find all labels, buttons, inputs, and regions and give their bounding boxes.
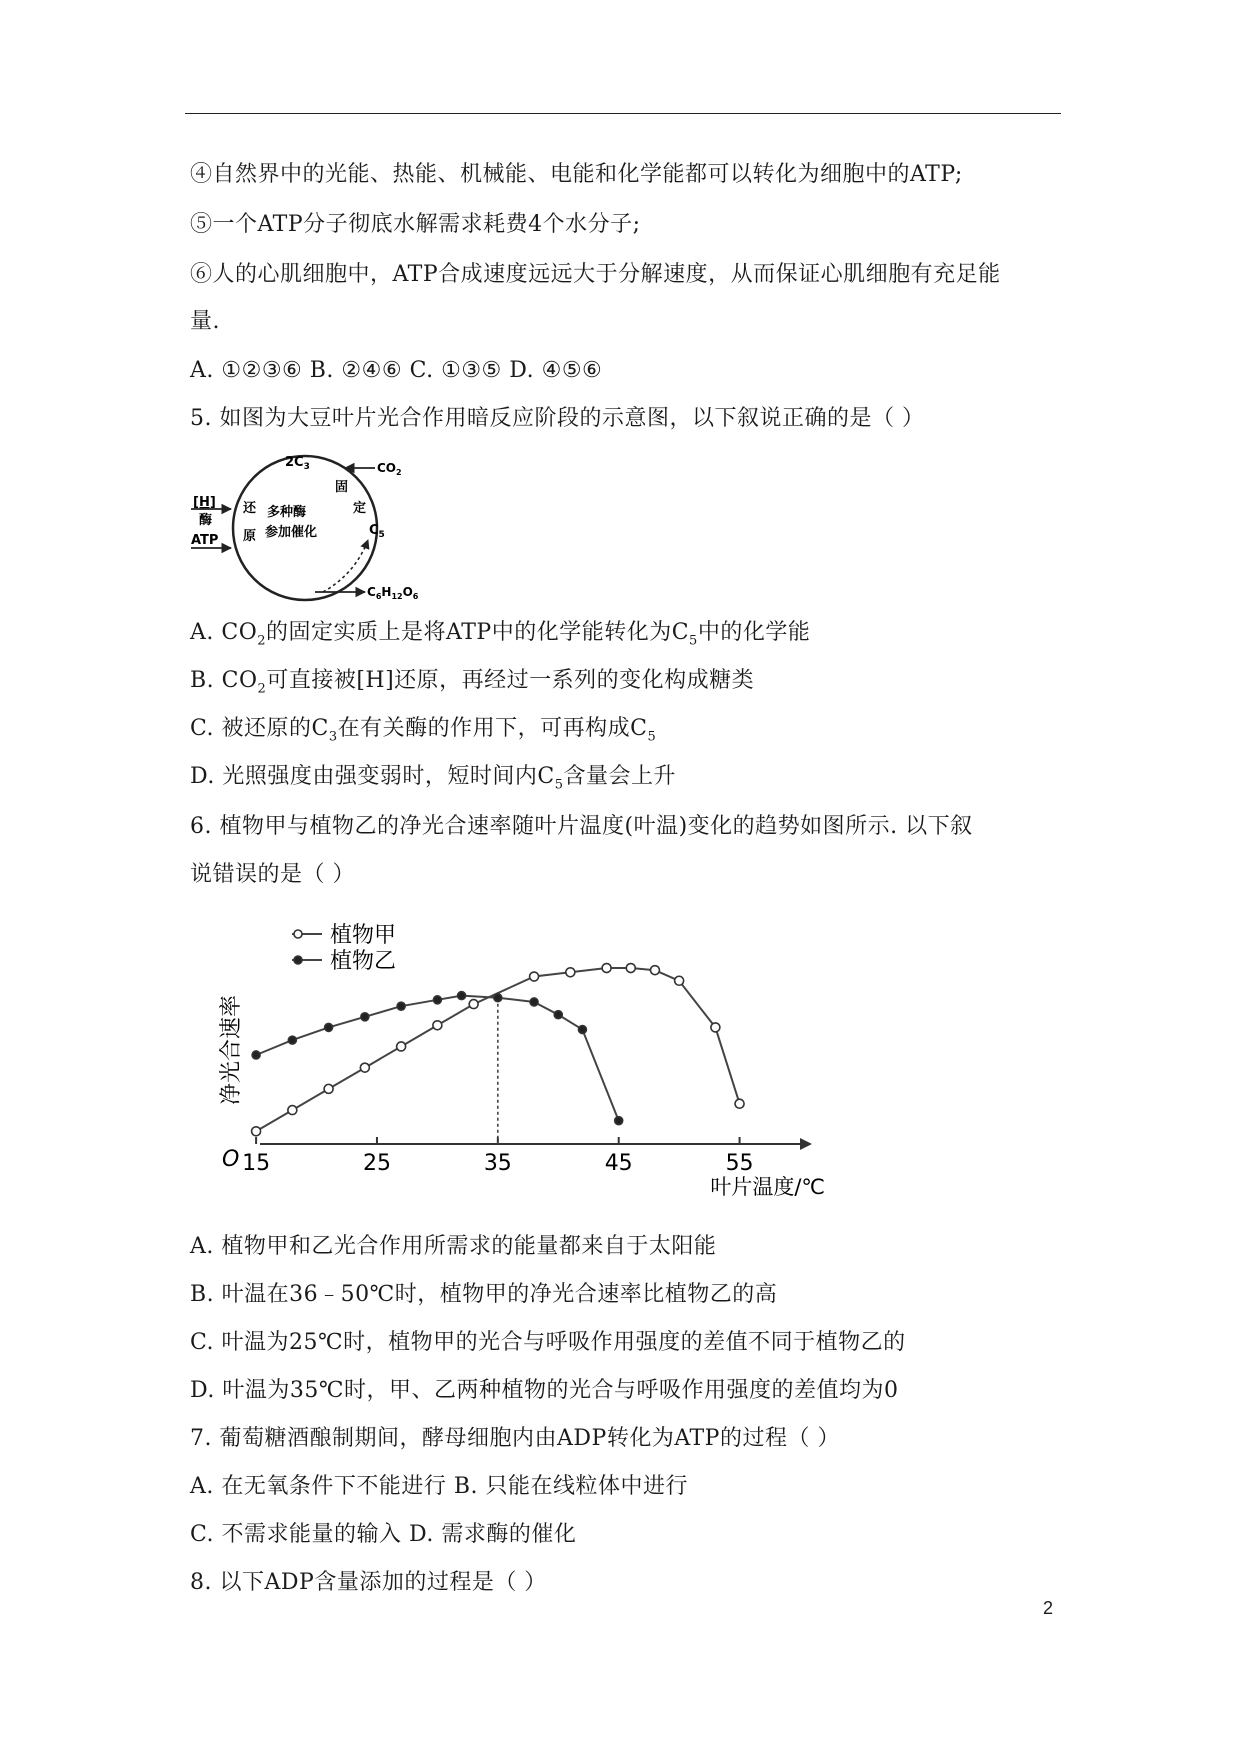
legend-label: 植物甲 bbox=[330, 923, 397, 948]
data-point-series-1 bbox=[360, 1063, 369, 1072]
statement-6-cont: 量. bbox=[190, 309, 220, 334]
q7-options-ab: A. 在无氧条件下不能进行 B. 只能在线粒体中进行 bbox=[190, 1474, 689, 1499]
q6-option-b: B. 叶温在36﹣50℃时，植物甲的净光合速率比植物乙的高 bbox=[190, 1282, 778, 1307]
data-point-series-2 bbox=[361, 1013, 369, 1021]
data-point-series-1 bbox=[735, 1099, 744, 1108]
data-point-series-2 bbox=[578, 1026, 586, 1034]
q6-option-d: D. 叶温为35℃时，甲、乙两种植物的光合与呼吸作用强度的差值均为0 bbox=[190, 1378, 899, 1403]
data-point-series-1 bbox=[711, 1023, 720, 1032]
label-2c3: $2C_3$ bbox=[285, 455, 310, 472]
data-point-series-1 bbox=[288, 1106, 297, 1115]
label-gu: 固 bbox=[335, 480, 349, 495]
q5-option-c: C. 被还原的$C_3$在有关酶的作用下，可再构成$C_5$ bbox=[190, 716, 657, 745]
label-h: [H] bbox=[193, 495, 216, 510]
statement-4: ④自然界中的光能、热能、机械能、电能和化学能都可以转化为细胞中的ATP; bbox=[190, 162, 963, 187]
x-tick-label: 15 bbox=[242, 1151, 271, 1176]
q5-option-b: B. $CO_2$可直接被[H]还原，再经过一系列的变化构成糖类 bbox=[190, 668, 755, 697]
dark-reaction-diagram bbox=[185, 444, 419, 608]
data-point-series-2 bbox=[530, 998, 538, 1006]
data-point-series-1 bbox=[530, 972, 539, 981]
label-huan: 还 bbox=[243, 501, 257, 516]
question-6-line-1: 6. 植物甲与植物乙的净光合速率随叶片温度(叶温)变化的趋势如图所示. 以下叙 bbox=[190, 814, 973, 839]
label-atp: ATP bbox=[191, 533, 219, 548]
label-center-2: 参加催化 bbox=[265, 525, 318, 540]
data-point-series-2 bbox=[325, 1023, 333, 1031]
x-tick-label: 35 bbox=[483, 1151, 512, 1176]
x-tick-label: 25 bbox=[362, 1151, 391, 1176]
x-axis-label: 叶片温度/℃ bbox=[710, 1175, 825, 1199]
data-point-series-1 bbox=[650, 966, 659, 975]
label-co2: $CO_2$ bbox=[377, 461, 402, 477]
x-axis-arrowhead bbox=[800, 1138, 812, 1150]
statement-5: ⑤一个ATP分子彻底水解需求耗费4个水分子; bbox=[190, 212, 641, 237]
data-point-series-2 bbox=[288, 1036, 296, 1044]
data-point-series-2 bbox=[397, 1002, 405, 1010]
series-line-2 bbox=[256, 996, 619, 1121]
c5-dashed-arrow bbox=[323, 540, 368, 592]
data-point-series-2 bbox=[458, 992, 466, 1000]
statement-6: ⑥人的心肌细胞中，ATP合成速度远远大于分解速度，从而保证心肌细胞有充足能 bbox=[190, 262, 1001, 287]
label-c5: $C_5$ bbox=[369, 523, 385, 540]
data-point-series-1 bbox=[252, 1127, 261, 1136]
legend-marker bbox=[294, 930, 302, 938]
question-7: 7. 葡萄糖酒酿制期间，酵母细胞内由ADP转化为ATP的过程（ ） bbox=[190, 1426, 840, 1451]
label-glucose: $C_6H_{12}O_6$ bbox=[367, 585, 419, 601]
header-rule bbox=[185, 113, 1061, 114]
q7-options-cd: C. 不需求能量的输入 D. 需求酶的催化 bbox=[190, 1522, 577, 1547]
question-5: 5. 如图为大豆叶片光合作用暗反应阶段的示意图，以下叙说正确的是（ ） bbox=[190, 406, 925, 431]
data-point-series-2 bbox=[554, 1011, 562, 1019]
page-number: 2 bbox=[1042, 1598, 1053, 1618]
q5-option-d: D. 光照强度由强变弱时，短时间内$C_5$含量会上升 bbox=[190, 764, 676, 793]
data-point-series-1 bbox=[626, 964, 635, 973]
data-point-series-2 bbox=[252, 1051, 260, 1059]
x-tick-label: 55 bbox=[725, 1151, 754, 1176]
x-tick-label: 45 bbox=[604, 1151, 633, 1176]
legend-marker bbox=[294, 956, 302, 964]
y-axis-label: 净光合速率 bbox=[219, 994, 244, 1106]
net-photosynthesis-chart bbox=[200, 912, 840, 1202]
data-point-series-1 bbox=[433, 1021, 442, 1030]
q5-option-a: A. $CO_2$的固定实质上是将ATP中的化学能转化为$C_5$中的化学能 bbox=[190, 620, 811, 649]
label-ding: 定 bbox=[353, 501, 367, 516]
data-point-series-2 bbox=[494, 994, 502, 1002]
legend-label: 植物乙 bbox=[330, 949, 397, 974]
label-center-1: 多种酶 bbox=[267, 505, 307, 520]
data-point-series-1 bbox=[324, 1084, 333, 1093]
data-point-series-2 bbox=[615, 1117, 623, 1125]
data-point-series-1 bbox=[469, 1000, 478, 1009]
question-6-line-2: 说错误的是（ ） bbox=[190, 862, 355, 887]
data-point-series-2 bbox=[433, 996, 441, 1004]
data-point-series-1 bbox=[397, 1042, 406, 1051]
data-point-series-1 bbox=[602, 964, 611, 973]
q6-option-c: C. 叶温为25℃时，植物甲的光合与呼吸作用强度的差值不同于植物乙的 bbox=[190, 1330, 906, 1355]
label-yuan: 原 bbox=[243, 529, 257, 544]
q6-option-a: A. 植物甲和乙光合作用所需求的能量都来自于太阳能 bbox=[190, 1234, 717, 1259]
q4-options: A. ①②③⑥ B. ②④⑥ C. ①③⑤ D. ④⑤⑥ bbox=[190, 358, 603, 383]
data-point-series-1 bbox=[675, 976, 684, 985]
question-8: 8. 以下ADP含量添加的过程是（ ） bbox=[190, 1570, 547, 1595]
data-point-series-1 bbox=[566, 968, 575, 977]
origin-label: O bbox=[222, 1147, 240, 1172]
label-mei: 酶 bbox=[199, 513, 213, 528]
